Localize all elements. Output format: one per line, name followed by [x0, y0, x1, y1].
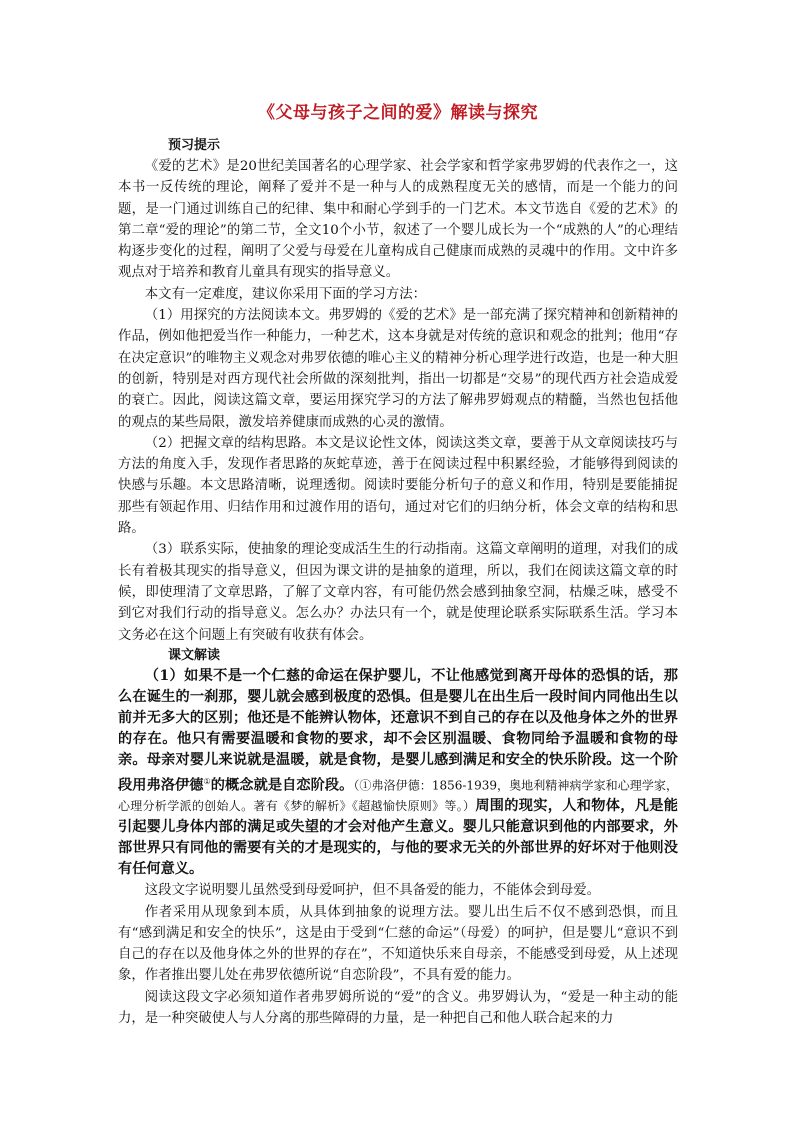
quoted-passage-part-3: 周围的现实，人和物体，凡是能引起婴儿身体内部的满足或失望的才会对他产生意义。婴儿只能意识到他的内部要求，外部世界只有同他的需要有关的才是现实的，与他的要求无关的外部世界的好坏对于他则没有任何意义。	[118, 798, 678, 878]
preview-paragraph-2: 本文有一定难度，建议你采用下面的学习方法：	[144, 286, 426, 302]
document-page	[118, 100, 678, 1029]
footnote-text: （①弗洛伊德：1856-1939，奥地利精神病学家和心理学家，心理分析学派的创始人。著有《梦的解析》《超越愉快原则》等。）	[118, 778, 678, 814]
quoted-passage-part-1: （1）如果不是一个仁慈的命运在保护婴儿，不让他感觉到离开母体的恐惧的话，那么在诞生的一刹那，婴儿就会感到极度的恐惧。但是婴儿在出生后一段时间内同他出生以前并无多大的区别；他还是不能辨认物体，还意识不到自己的存在以及他身体之外的世界的存在。他只有需要温暖和食物的要求，却不会区别温暖、食物同给予温暖和食物的母亲。母亲对婴儿来说就是温暖，就是食物，是婴儿感到满足和安全的快乐阶段。这一个阶段用弗洛伊德	[118, 667, 678, 794]
preview-paragraph-4: （2）把握文章的结构思路。本文是议论性文体，阅读这类文章，要善于从文章阅读技巧与方法的角度入手，发现作者思路的灰蛇草迹，善于在阅读过程中积累经验，才能够得到阅读的快感与乐趣。本文思路清晰，说理透彻。阅读时要能分析句子的意义和作用，特别是要能捕捉那些有领起作用、归结作用和过渡作用的语句，通过对它们的归纳分析，体会文章的结构和思路。	[118, 435, 678, 537]
reading-paragraph-1: 这段文字说明婴儿虽然受到母爱呵护，但不具备爱的能力，不能体会到母爱。	[144, 883, 601, 899]
reading-paragraph-2: 作者采用从现象到本质，从具体到抽象的说理方法。婴儿出生后不仅不感到恐惧，而且有“感到满足和安全的快乐”，这是由于受到“仁慈的命运”（母爱）的呵护，但是婴儿“意识不到自己的存在以及他身体之外的世界的存在”，不知道快乐来自母亲，不能感受到母爱，从上述现象，作者推出婴儿处在弗罗依德所说“自恋阶段”，不具有爱的能力。	[118, 904, 678, 984]
page-title: 《父母与孩子之间的爱》解读与探究	[258, 103, 538, 123]
footnote-mark: ①	[203, 776, 211, 786]
reading-heading: 课文解读	[168, 647, 221, 663]
preview-paragraph-3: （1）用探究的方法阅读本文。弗罗姆的《爱的艺术》是一部充满了探究精神和创新精神的作品，例如他把爱当作一种能力，一种艺术，这本身就是对传统的意识和观念的批判；他用“存在决定意识”的唯物主义观念对弗罗依德的唯心主义的精神分析心理学进行改造，也是一种大胆的创新，特别是对西方现代社会所做的深刻批判，指出一切都是“交易”的现代西方社会造成爱的衰亡。因此，阅读这篇文章，要运用探究学习的方法了解弗罗姆观点的精髓，当然也包括他的观点的某些局限，激发培养健康而成熟的心灵的激情。	[118, 308, 678, 430]
quoted-passage	[118, 666, 678, 880]
preview-paragraph-5: （3）联系实际，使抽象的理论变成活生生的行动指南。这篇文章阐明的道理，对我们的成长有着极其现实的指导意义，但因为课文讲的是抽象的道理，所以，我们在阅读这篇文章的时候，即使理清了文章思路，了解了文章内容，有可能仍然会感到抽象空洞，枯燥乏味，感受不到它对我们行动的指导意义。怎么办？办法只有一个，就是使理论联系实际联系生活。学习本文务必在这个问题上有突破有收获有体会。	[118, 542, 678, 643]
preview-paragraph-1: 《爱的艺术》是20世纪美国著名的心理学家、社会学家和哲学家弗罗姆的代表作之一，这本书一反传统的理论，阐释了爱并不是一种与人的成熟程度无关的感情，而是一个能力的问题，是一门通过训练自己的纪律、集中和耐心学到手的一门艺术。本文节选自《爱的艺术》的第二章“爱的理论”的第二节，全文10个小节，叙述了一个婴儿成长为一个“成熟的人”的心理结构逐步变化的过程，阐明了父爱与母爱在儿童构成自己健康而成熟的灵魂中的作用。文中许多观点对于培养和教育儿童具有现实的指导意义。	[118, 159, 678, 281]
preview-heading: 预习提示	[168, 138, 221, 153]
quoted-passage-part-2: 的概念就是自恋阶段。	[210, 777, 354, 794]
reading-paragraph-3: 阅读这段文字必须知道作者弗罗姆所说的“爱”的含义。弗罗姆认为，“爱是一种主动的能力，是一种突破使人与人分离的那些障碍的力量，是一种把自己和他人联合起来的力	[118, 989, 678, 1027]
